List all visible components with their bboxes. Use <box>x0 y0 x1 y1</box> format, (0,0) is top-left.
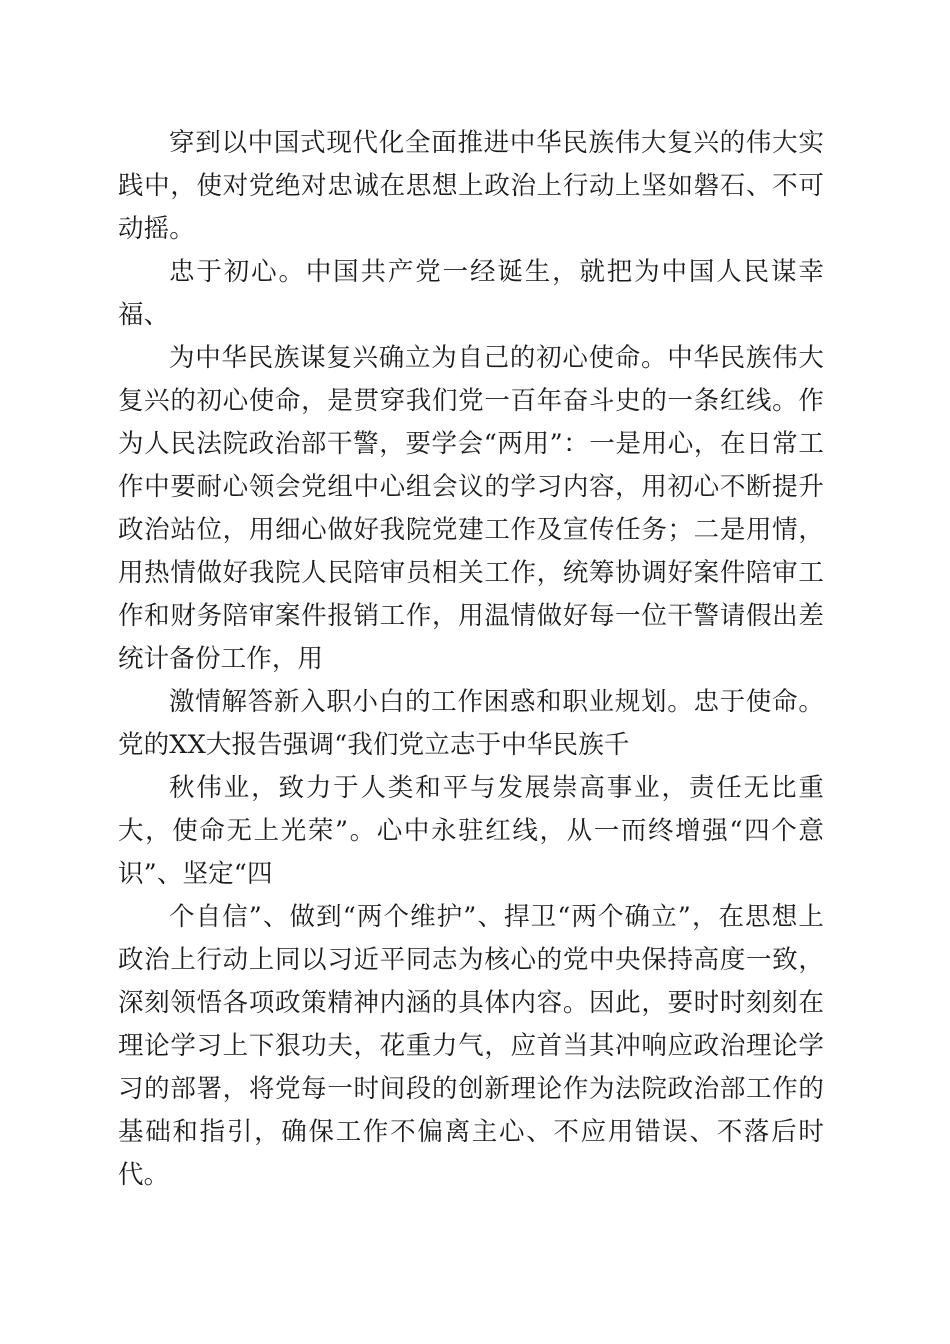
paragraph-1: 穿到以中国式现代化全面推进中华民族伟大复兴的伟大实践中，使对党绝对忠诚在思想上政治上行动上坚如磐石、不可动摇。 <box>118 128 824 244</box>
paragraph-6: 个自信”、做到“两个维护”、捍卫“两个确立”，在思想上政治上行动上同以习近平同志为核心的党中央保持高度一致，深刻领悟各项政策精神内涵的具体内容。因此，要时时刻刻在理论学习上下狠功夫，花重力气，应首当其冲响应政治理论学习的部署，将党每一时间段的创新理论作为法院政治部工作的基础和指引，确保工作不偏离主心、不应用错误、不落后时代。 <box>118 902 824 1190</box>
paragraph-3: 为中华民族谋复兴确立为自己的初心使命。中华民族伟大复兴的初心使命，是贯穿我们党一百年奋斗史的一条红线。作为人民法院政治部干警，要学会“两用”：一是用心，在日常工作中要耐心领会党组中心组会议的学习内容，用初心不断提升政治站位，用细心做好我院党建工作及宣传任务；二是用情，用热情做好我院人民陪审员相关工作，统筹协调好案件陪审工作和财务陪审案件报销工作，用温情做好每一位干警请假出差统计备份工作，用 <box>118 343 824 674</box>
paragraph-4: 激情解答新入职小白的工作困惑和职业规划。忠于使命。党的XX大报告强调“我们党立志于中华民族千 <box>118 687 824 760</box>
paragraph-2: 忠于初心。中国共产党一经诞生，就把为中国人民谋幸福、 <box>118 257 824 330</box>
paragraph-5: 秋伟业，致力于人类和平与发展崇高事业，责任无比重大，使命无上光荣”。心中永驻红线，从一而终增强“四个意识”、坚定“四 <box>118 773 824 889</box>
document-text-body <box>118 122 824 1197</box>
